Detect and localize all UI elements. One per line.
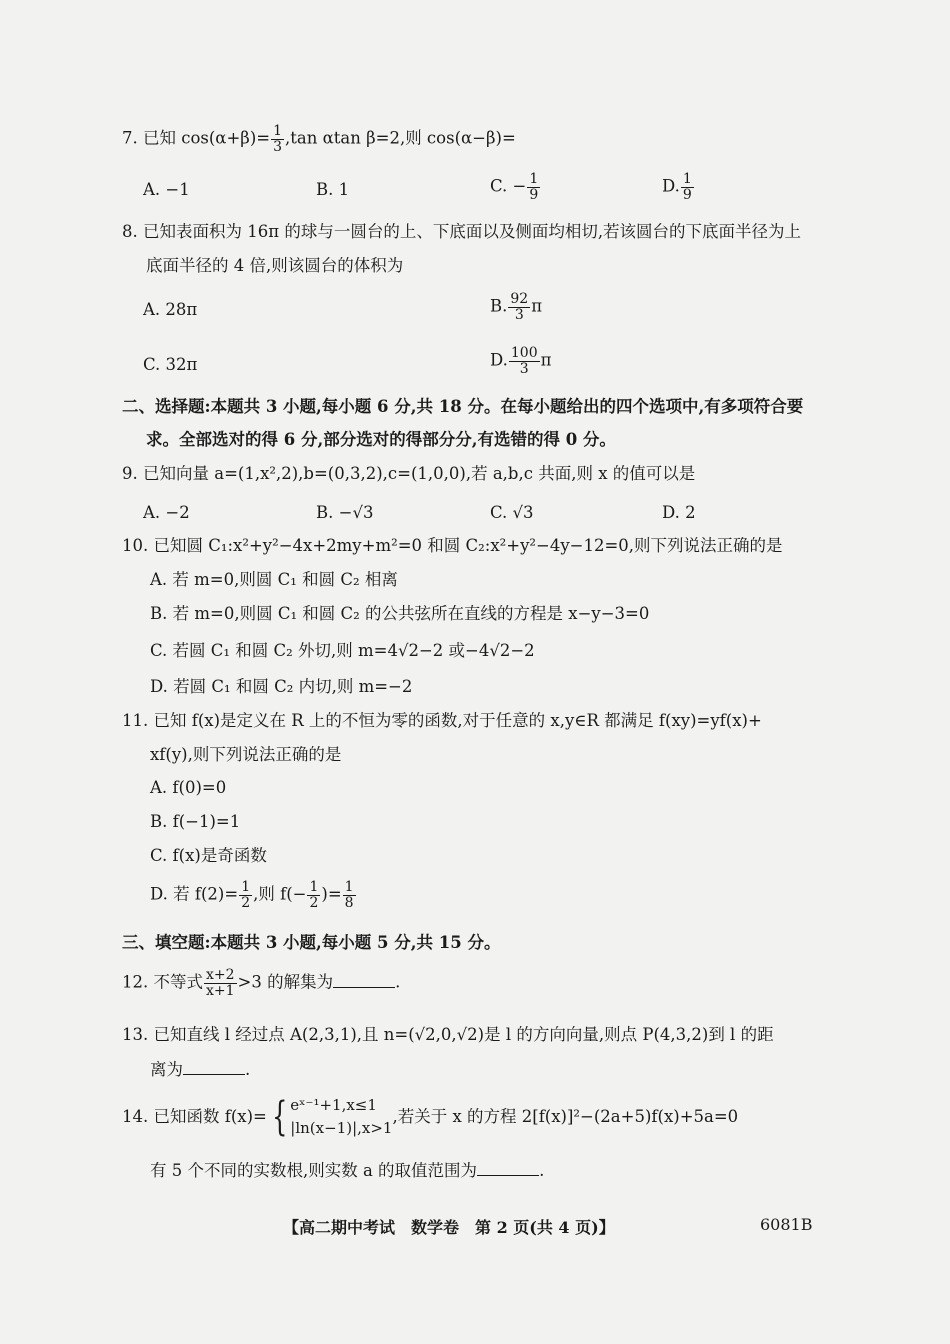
q14-line-2-pre: 有 5 个不同的实数根,则实数 a 的取值范围为 [150, 1161, 478, 1180]
q7-frac-num: 1 [273, 123, 283, 139]
q11-d-num-1: 1 [241, 879, 251, 895]
q8-option-a: A. 28π [143, 300, 198, 319]
q11-d-num-3: 1 [344, 879, 354, 895]
q7-stem-text: 7. 已知 cos(α+β)= [122, 128, 271, 148]
q9-stem: 9. 已知向量 a=(1,x²,2),b=(0,3,2),c=(1,0,0),若 a,b,c 共面,则 x 的值可以是 [122, 464, 696, 483]
q8-b-pi: π [531, 296, 543, 316]
q12-post: >3 的解集为 [237, 972, 334, 992]
q11-d-den-3: 8 [344, 894, 354, 911]
q14-piece-2: |ln(x−1)|,x>1 [290, 1119, 393, 1138]
footer-code: 6081B [760, 1215, 813, 1234]
q11-d-frac-3 [343, 880, 356, 910]
q9-option-b: B. −√3 [316, 503, 374, 522]
q8-line-1: 8. 已知表面积为 16π 的球与一圆台的上、下底面以及侧面均相切,若该圆台的下底面半径为上 [122, 222, 802, 241]
q7-c-den: 9 [529, 186, 539, 203]
q14-piecewise [290, 1094, 392, 1141]
q12-pre: 12. 不等式 [122, 972, 203, 992]
q11-d-mid: ,则 f(− [253, 884, 307, 904]
q13-line-2-end: . [245, 1060, 251, 1079]
q14-post: ,若关于 x 的方程 2[f(x)]²−(2a+5)f(x)+5a=0 [392, 1106, 739, 1126]
q8-option-d [490, 346, 551, 376]
footer-title: 【高二期中考试 数学卷 第 2 页(共 4 页)】 [283, 1218, 615, 1237]
q12-end: . [395, 972, 401, 992]
q9-option-d: D. 2 [662, 503, 696, 522]
q11-d-pre: D. 若 f(2)= [150, 884, 239, 904]
q14-line-2-end: . [539, 1161, 545, 1180]
q14-brace: { [271, 1094, 288, 1141]
q14-line-1 [122, 1094, 738, 1141]
q9-option-c: C. √3 [490, 503, 534, 522]
q12-fraction [204, 968, 237, 998]
q11-d-den-2: 2 [309, 894, 319, 911]
q11-d-mid-2: )= [321, 884, 342, 904]
q12-num: x+2 [206, 967, 235, 983]
q7-fraction [271, 124, 284, 154]
q11-d-frac-1 [239, 880, 252, 910]
q8-d-pi: π [540, 350, 552, 370]
q7-option-d [662, 172, 695, 202]
section2-heading-line-1: 二、选择题:本题共 3 小题,每小题 6 分,共 18 分。在每小题给出的四个选项中,有多项符合要 [122, 397, 804, 416]
q9-option-a: A. −2 [143, 503, 190, 522]
q11-d-den-1: 2 [241, 894, 251, 911]
q7-stem-tail: ,tan αtan β=2,则 cos(α−β)= [285, 128, 516, 148]
q8-d-num: 100 [510, 345, 538, 361]
q13-answer-blank [183, 1072, 245, 1075]
q8-d-label: D. [490, 350, 508, 370]
q13-line-1: 13. 已知直线 l 经过点 A(2,3,1),且 n=(√2,0,√2)是 l 的方向向量,则点 P(4,3,2)到 l 的距 [122, 1025, 774, 1044]
q10-option-d: D. 若圆 C₁ 和圆 C₂ 内切,则 m=−2 [150, 677, 413, 696]
q8-b-den: 3 [514, 306, 524, 323]
q8-option-b [490, 292, 542, 322]
q8-d-den: 3 [519, 360, 529, 377]
q14-line-2 [150, 1163, 544, 1180]
q12-answer-blank [333, 985, 395, 988]
q11-d-frac-2 [307, 880, 320, 910]
q7-d-fraction [681, 172, 694, 202]
q11-option-a: A. f(0)=0 [150, 778, 227, 797]
q8-b-fraction [508, 292, 530, 322]
q7-d-num: 1 [682, 171, 692, 187]
q10-option-c: C. 若圆 C₁ 和圆 C₂ 外切,则 m=4√2−2 或−4√2−2 [150, 641, 535, 660]
q14-pre: 14. 已知函数 f(x)= [122, 1106, 267, 1126]
q8-line-2: 底面半径的 4 倍,则该圆台的体积为 [146, 256, 404, 275]
q14-answer-blank [477, 1173, 539, 1176]
section3-heading: 三、填空题:本题共 3 小题,每小题 5 分,共 15 分。 [122, 933, 501, 952]
q11-option-d [150, 880, 357, 910]
q11-option-b: B. f(−1)=1 [150, 812, 241, 831]
q10-option-b: B. 若 m=0,则圆 C₁ 和圆 C₂ 的公共弦所在直线的方程是 x−y−3=0 [150, 604, 650, 623]
section2-heading-line-2: 求。全部选对的得 6 分,部分选对的得部分分,有选错的得 0 分。 [146, 430, 616, 449]
q11-option-c: C. f(x)是奇函数 [150, 846, 267, 865]
q7-c-label: C. − [490, 176, 527, 196]
q7-d-label: D. [662, 176, 680, 196]
q7-option-c [490, 172, 541, 202]
q7-d-den: 9 [682, 186, 692, 203]
q8-option-c: C. 32π [143, 355, 198, 374]
q12 [122, 968, 400, 998]
q11-d-num-2: 1 [309, 879, 319, 895]
q7-c-num: 1 [529, 171, 539, 187]
q7-stem [122, 124, 516, 154]
q11-line-1: 11. 已知 f(x)是定义在 R 上的不恒为零的函数,对于任意的 x,y∈R 都满足 f(xy)=yf(x)+ [122, 711, 762, 730]
q11-line-2: xf(y),则下列说法正确的是 [150, 745, 342, 764]
q13-line-2-pre: 离为 [150, 1060, 183, 1079]
q14-piece-1: eˣ⁻¹+1,x≤1 [290, 1096, 377, 1114]
q8-b-label: B. [490, 296, 508, 316]
q7-option-a: A. −1 [143, 180, 190, 199]
q8-d-fraction [509, 346, 540, 376]
q7-frac-den: 3 [273, 138, 283, 155]
q7-c-fraction [527, 172, 540, 202]
q7-option-b: B. 1 [316, 180, 350, 199]
q10-stem: 10. 已知圆 C₁:x²+y²−4x+2my+m²=0 和圆 C₂:x²+y²−4y−12=0,则下列说法正确的是 [122, 536, 783, 555]
q10-option-a: A. 若 m=0,则圆 C₁ 和圆 C₂ 相离 [150, 570, 398, 589]
q8-b-num: 92 [510, 291, 529, 307]
q12-den: x+1 [206, 982, 235, 999]
q13-line-2 [150, 1062, 250, 1079]
